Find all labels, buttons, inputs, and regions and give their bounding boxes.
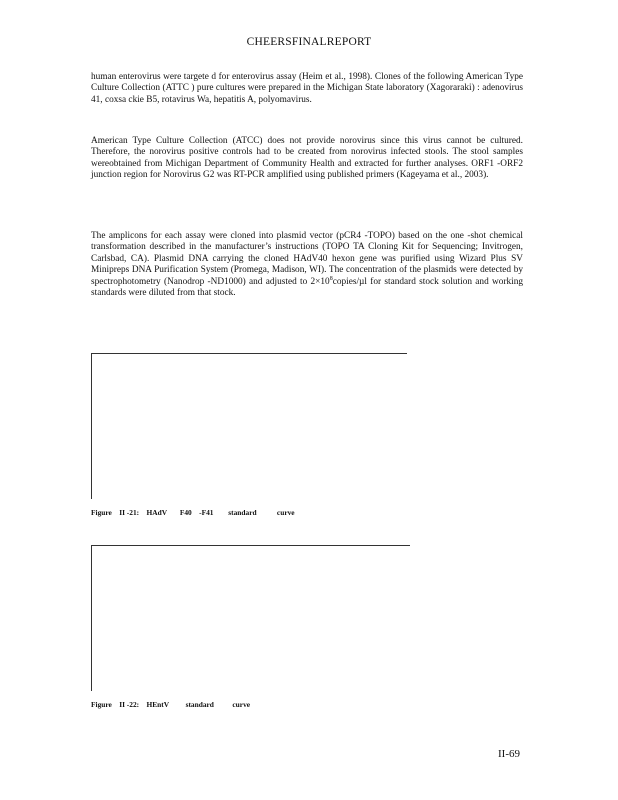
exponent-superscript: 8 — [329, 275, 333, 282]
figure-hadv-standard-curve — [91, 353, 407, 499]
figure-caption-hentv: Figure II -22: HEntV standard curve — [91, 700, 251, 709]
page-number: II-69 — [498, 748, 520, 760]
plasmid-text-before: The amplicons for each assay were cloned into plasmid vector (pCR4 -TOPO) based on the one -shot chemical transformation described in the manufacturer’s instructions (TOPO TA Cloning Kit for Sequencing; Invitrogen, Carlsbad, CA). Plasmid DNA carrying the cloned HAdV40 hexon gene was purified using Wizard Plus SV Minipreps DNA Purification System (Promega, Madison, WI). The concentration of the plasmids were detected by spectrophotometry (Nanodrop -ND1000) and adjusted to 2×10 — [91, 231, 523, 287]
plasmid-text-after: copies/µl for standard stock solution and working standards were diluted from that stock. — [91, 276, 523, 299]
paragraph-plasmid-cloning — [91, 231, 523, 299]
figure-caption-hadv: Figure II -21: HAdV F40 -F41 standard curve — [91, 508, 295, 517]
figure-hentv-standard-curve — [91, 545, 410, 691]
report-header-title: CHEERSFINALREPORT — [246, 36, 372, 48]
paragraph-enterovirus-clones: human enterovirus were targete d for enterovirus assay (Heim et al., 1998). Clones of the following American Type Culture Collection (ATTC ) pure cultures were prepared in the Michigan State laboratory (Xagoraraki) : adenovirus 41, coxsa ckie B5, rotavirus Wa, hepatitis A, polyomavirus. — [91, 72, 523, 105]
paragraph-norovirus-controls: American Type Culture Collection (ATCC) does not provide norovirus since this virus cannot be cultured. Therefore, the norovirus positive controls had to be created from norovirus infected stools. The stool samples wereobtained from Michigan Department of Community Health and extracted for further analyses. ORF1 -ORF2 junction region for Norovirus G2 was RT-PCR amplified using published primers (Kageyama et al., 2003). — [91, 136, 523, 181]
